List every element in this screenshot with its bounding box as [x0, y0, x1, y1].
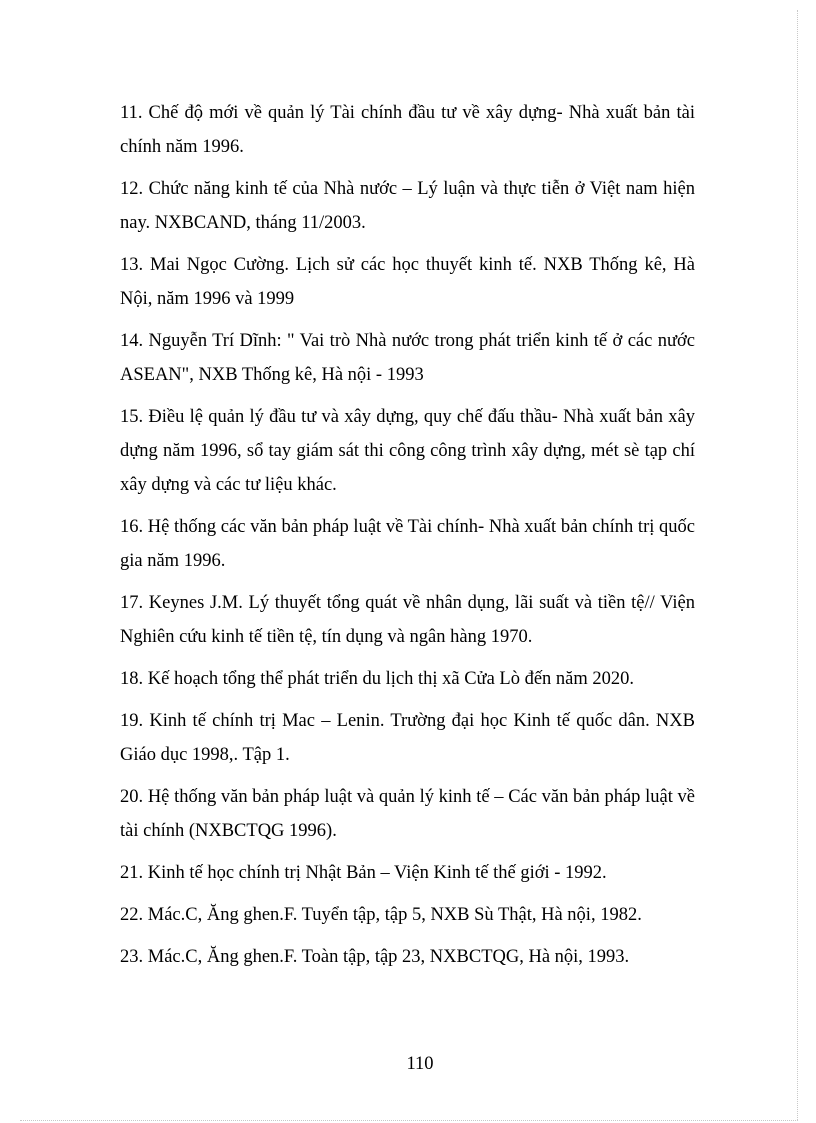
reference-item-22: 22. Mác.C, Ăng ghen.F. Tuyển tập, tập 5, NXB Sù Thật, Hà nội, 1982.	[120, 905, 642, 925]
reference-item-18: 18. Kế hoạch tổng thể phát triển du lịch thị xã Cửa Lò đến năm 2020.	[120, 669, 635, 689]
page-number: 110	[406, 1054, 434, 1074]
page-border-bottom	[20, 1120, 798, 1121]
reference-item-11: 11. Chế độ mới về quản lý Tài chính đầu tư về xây dựng- Nhà xuất bản tài chính năm 1996.	[120, 103, 695, 157]
reference-item-21: 21. Kinh tế học chính trị Nhật Bản – Viện Kinh tế thế giới - 1992.	[120, 863, 607, 883]
reference-item-23: 23. Mác.C, Ăng ghen.F. Toàn tập, tập 23, NXBCTQG, Hà nội, 1993.	[120, 947, 630, 967]
reference-item-19: 19. Kinh tế chính trị Mac – Lenin. Trường đại học Kinh tế quốc dân. NXB Giáo dục 1998,. Tập 1.	[120, 711, 695, 765]
reference-item-20: 20. Hệ thống văn bản pháp luật và quản lý kinh tế – Các văn bản pháp luật về tài chính (NXBCTQG 1996).	[120, 787, 695, 841]
page-border-right	[797, 10, 798, 1120]
reference-list	[120, 96, 695, 982]
reference-item-17: 17. Keynes J.M. Lý thuyết tổng quát về nhân dụng, lãi suất và tiền tệ// Viện Nghiên cứu kinh tế tiền tệ, tín dụng và ngân hàng 1970.	[120, 593, 695, 647]
reference-item-15: 15. Điều lệ quản lý đầu tư và xây dựng, quy chế đấu thầu- Nhà xuất bản xây dựng năm 1996, sổ tay giám sát thi công công trình xây dựng, mét sè tạp chí xây dựng và các tư liệu khác.	[120, 407, 695, 495]
reference-item-12: 12. Chức năng kinh tế của Nhà nước – Lý luận và thực tiễn ở Việt nam hiện nay. NXBCAND, tháng 11/2003.	[120, 179, 695, 233]
reference-item-16: 16. Hệ thống các văn bản pháp luật về Tài chính- Nhà xuất bản chính trị quốc gia năm 1996.	[120, 517, 695, 571]
reference-item-14: 14. Nguyễn Trí Dĩnh: " Vai trò Nhà nước trong phát triển kinh tế ở các nước ASEAN", NXB Thống kê, Hà nội - 1993	[120, 331, 695, 385]
reference-item-13: 13. Mai Ngọc Cường. Lịch sử các học thuyết kinh tế. NXB Thống kê, Hà Nội, năm 1996 và 1999	[120, 255, 695, 309]
